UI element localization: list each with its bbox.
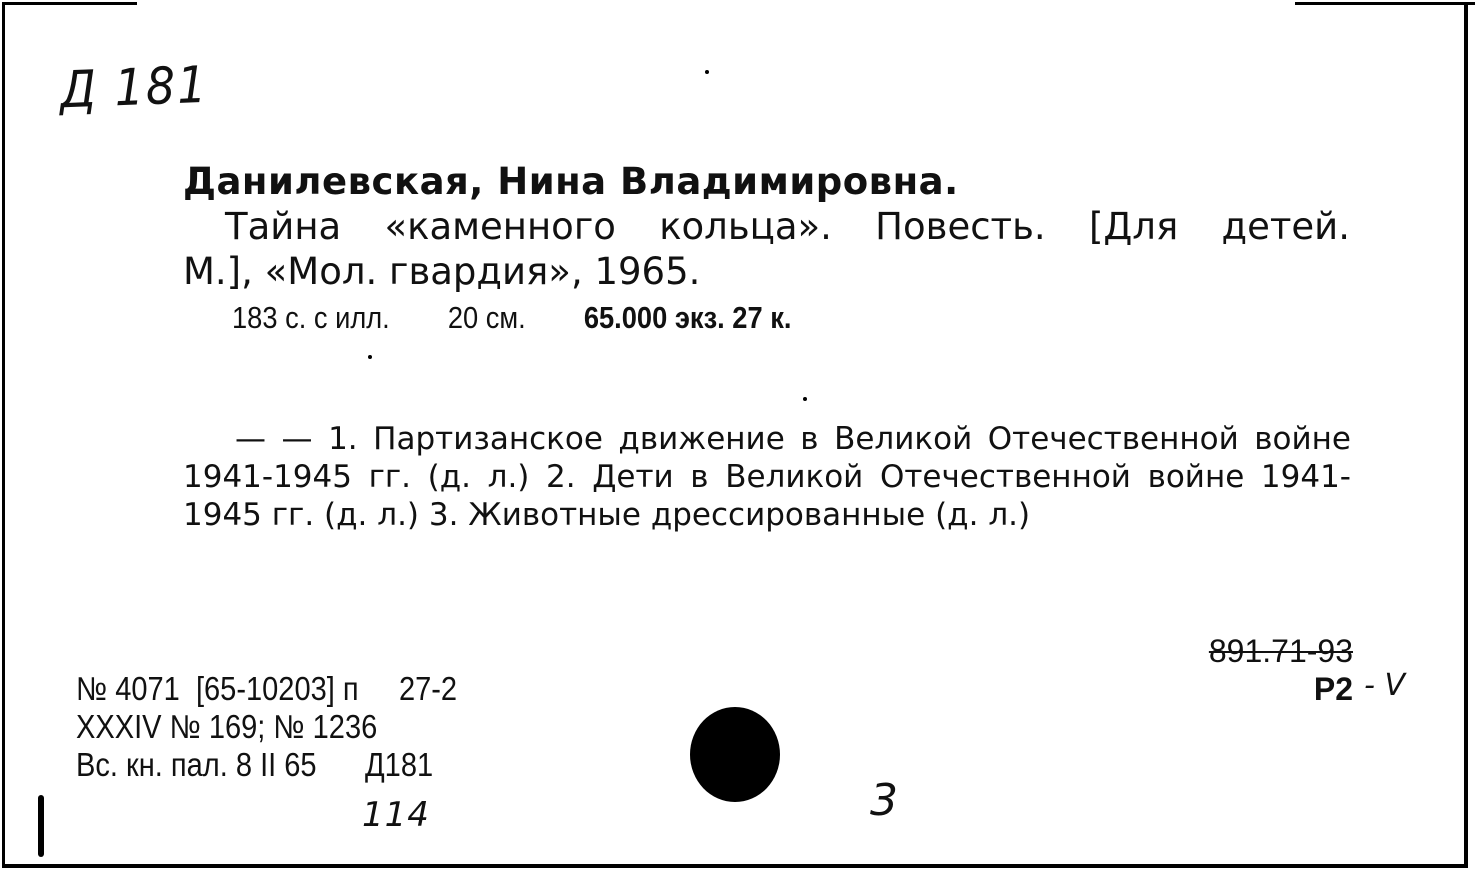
card-top-edge-left	[2, 2, 137, 5]
collation-print-run: 65.000 экз. 27 к.	[583, 300, 792, 335]
subjects-text: 1. Партизанское движение в Великой Отечественной войне 1941-1945 гг. (д. л.) 2. Дети в Великой Отечественной войне 1941-1945 гг. (д. л.) 3. Животные дрессированные (д. л.)	[183, 421, 1351, 533]
registry-line: XXXIV № 169; № 1236	[76, 708, 378, 745]
collation-line	[232, 300, 791, 336]
handwritten-check-mark: - V	[1364, 668, 1405, 703]
speck	[803, 397, 807, 401]
registry-line: Вс. кн. пал. 8 II 65 Д181	[76, 746, 434, 783]
card-punch-hole	[690, 707, 780, 802]
title-line-2: М.], «Мол. гвардия», 1965.	[183, 250, 701, 293]
struck-classification-code: 891.71-93	[1208, 633, 1353, 669]
collation-pages: 183 с. с илл.	[232, 300, 390, 335]
collation-size: 20 см.	[447, 300, 526, 335]
card-top-edge-right	[1295, 2, 1475, 5]
speck	[368, 355, 372, 359]
title-line-1	[225, 205, 1350, 248]
classification-code: Р2	[1313, 671, 1353, 707]
title-word: «каменного	[384, 205, 616, 248]
check-mark-text: V	[1384, 668, 1405, 703]
registry-line: № 4071 [65-10203] п 27-2	[76, 670, 458, 707]
speck	[705, 70, 709, 74]
handwritten-call-number: Д 181	[59, 54, 210, 120]
handwritten-copy-number: 3	[870, 775, 898, 826]
handwritten-stroke	[38, 795, 44, 857]
title-word: детей.	[1221, 205, 1350, 248]
title-word: Повесть.	[875, 205, 1046, 248]
author-heading: Данилевская, Нина Владимировна.	[183, 160, 959, 203]
registry-block	[76, 670, 457, 784]
title-word: [Для	[1088, 205, 1179, 248]
handwritten-count: 114	[362, 795, 430, 835]
subject-headings	[183, 420, 1351, 534]
classification-block	[1209, 632, 1353, 708]
title-word: кольца».	[659, 205, 832, 248]
subjects-dash: — —	[235, 421, 313, 457]
title-word: Тайна	[225, 205, 342, 248]
